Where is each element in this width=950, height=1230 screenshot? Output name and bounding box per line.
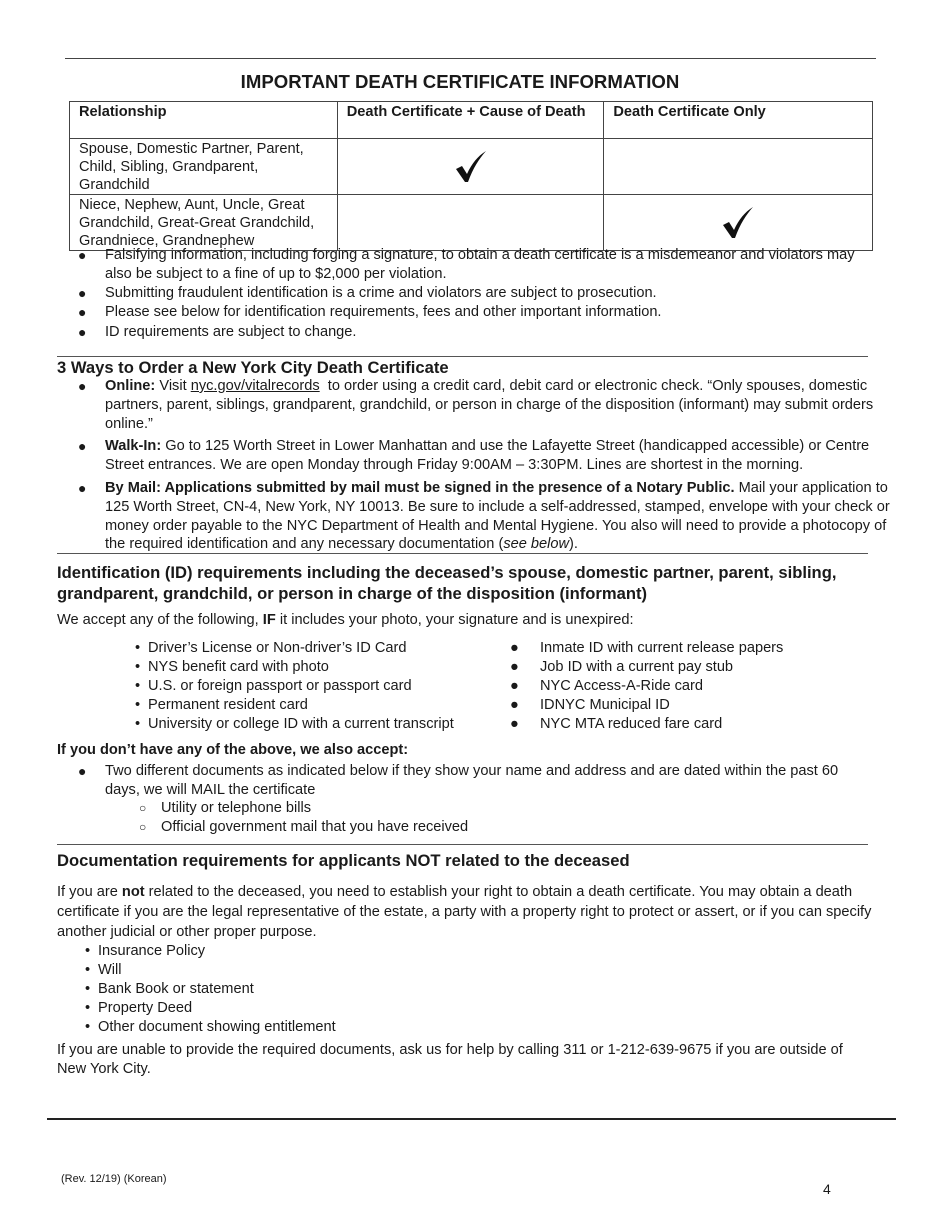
bullet-icon: • xyxy=(85,962,91,978)
warning-list xyxy=(78,246,885,342)
bullet-icon: • xyxy=(85,981,91,997)
way-online: ● Online: Visit nyc.gov/vitalrecords to order using a credit card, debit card or electronic check. “Only spouses, domestic partners, parent, siblings, grandparent, grandchild, or person in charge of the disposition (informant) may submit orders online.” xyxy=(78,378,874,432)
list-item: • Other document showing entitlement xyxy=(85,1019,336,1035)
list-item: ● IDNYC Municipal ID xyxy=(510,697,670,713)
page-title: IMPORTANT DEATH CERTIFICATE INFORMATION xyxy=(240,71,680,92)
id-list-left xyxy=(135,639,454,734)
id-intro: We accept any of the following, IF it includes your photo, your signature and is unexpired: xyxy=(57,612,634,628)
alt-id-sublist xyxy=(139,799,469,836)
list-item: • Insurance Policy xyxy=(85,943,206,959)
list-item: ● Job ID with a current pay stub xyxy=(510,659,734,675)
way-walkin: ● Walk-In: Go to 125 Worth Street in Lower Manhattan and use the Lafayette Street (handicapped accessible) or Centre Street entrances. We are open Monday through Friday 9:00AM – 3:30PM. Lines are shortest in the morning. xyxy=(78,438,870,474)
alt-id-list xyxy=(78,762,875,800)
ways-heading: 3 Ways to Order a New York City Death Certificate xyxy=(57,358,449,377)
relationship-cell: Niece, Nephew, Aunt, Uncle, Great Grandchild, Great-Great Grandchild, Grandniece, Grandnephew xyxy=(70,195,338,251)
section-divider xyxy=(57,356,868,357)
checkmark-icon xyxy=(613,196,863,250)
table-header-cause: Death Certificate + Cause of Death xyxy=(337,102,604,139)
bullet-icon: ● xyxy=(78,378,87,394)
id-list-right xyxy=(510,639,784,734)
cause-cell xyxy=(337,139,604,195)
bullet-icon: ● xyxy=(78,247,87,263)
list-item: • Driver’s License or Non-driver’s ID Card xyxy=(135,640,407,656)
section-divider xyxy=(57,553,868,554)
bullet-icon: ● xyxy=(510,716,519,732)
bullet-icon: ● xyxy=(78,479,87,496)
list-item: • Property Deed xyxy=(85,1000,193,1016)
list-item: • NYS benefit card with photo xyxy=(135,659,329,675)
bullet-icon: ● xyxy=(78,304,87,321)
list-item: ● Inmate ID with current release papers xyxy=(510,640,784,656)
page-number: 4 xyxy=(823,1181,831,1197)
way-mail: ● By Mail: Applications submitted by mail must be signed in the presence of a Notary Public. Mail your application to 125 Worth Street, CN-4, New York, NY 10013. Be sure to include a self-addressed, stamped, envelope with your check or money order payable to the NYC Department of Health and Mental Hygiene. You also will need to provide a photocopy of the required identification and any necessary documentation (see below). xyxy=(78,479,890,553)
list-item: • Will xyxy=(85,962,122,978)
bullet-icon: ● xyxy=(78,763,87,779)
revision-note: (Rev. 12/19) (Korean) xyxy=(61,1173,167,1185)
list-item: • Bank Book or statement xyxy=(85,981,254,997)
doc-list xyxy=(85,942,336,1037)
list-item: ● Two different documents as indicated below if they show your name and address and are dated within the past 60 days, we will MAIL the certificate xyxy=(78,763,839,798)
bullet-icon: • xyxy=(135,640,141,656)
only-cell xyxy=(604,139,873,195)
list-item: • University or college ID with a current transcript xyxy=(135,716,454,732)
alt-id-heading: If you don’t have any of the above, we also accept: xyxy=(57,742,409,758)
bullet-icon: ● xyxy=(510,697,519,713)
list-item: ● ID requirements are subject to change. xyxy=(78,323,357,340)
cause-cell xyxy=(337,195,604,251)
bullet-icon: ● xyxy=(78,323,87,340)
list-item: ○ Utility or telephone bills xyxy=(139,800,312,816)
relationship-table xyxy=(69,101,873,251)
bullet-icon: ● xyxy=(510,659,519,675)
relationship-cell: Spouse, Domestic Partner, Parent, Child, Sibling, Grandparent, Grandchild xyxy=(70,139,338,195)
table-row xyxy=(70,139,873,195)
only-cell xyxy=(604,195,873,251)
list-item: ● Submitting fraudulent identification is a crime and violators are subject to prosecution. xyxy=(78,285,657,302)
bullet-icon: ● xyxy=(510,678,519,694)
bullet-icon: • xyxy=(135,678,141,694)
bullet-icon: • xyxy=(85,943,91,959)
bullet-icon: • xyxy=(135,697,141,713)
section-divider xyxy=(57,844,868,845)
bullet-icon: • xyxy=(85,1000,91,1016)
circle-bullet-icon: ○ xyxy=(139,801,147,815)
circle-bullet-icon: ○ xyxy=(139,819,147,834)
bullet-icon: • xyxy=(135,716,141,732)
list-item: ● Falsifying information, including forging a signature, to obtain a death certificate is a misdemeanor and violators may also be subject to a fine of up to $2,000 per violation. xyxy=(78,247,855,282)
ways-list xyxy=(78,377,895,558)
bullet-icon: • xyxy=(135,659,141,675)
list-item: ○ Official government mail that you have received xyxy=(139,818,469,835)
checkmark-icon xyxy=(347,140,595,194)
list-item: • Permanent resident card xyxy=(135,697,308,713)
list-item: ● NYC MTA reduced fare card xyxy=(510,716,723,732)
bottom-rule xyxy=(47,1118,896,1120)
bullet-icon: ● xyxy=(78,438,87,455)
bullet-icon: ● xyxy=(510,640,519,656)
bullet-icon: • xyxy=(85,1019,91,1035)
list-item: ● NYC Access-A-Ride card xyxy=(510,678,704,694)
table-header-relationship: Relationship xyxy=(70,102,338,139)
doc-paragraph: If you are not related to the deceased, you need to establish your right to obtain a death certificate. You may obtain a death certificate if you are the legal representative of the estate, a party with a property right to protect or assert, or if you can specify another judicial or other proper purpose. xyxy=(57,884,872,940)
list-item: ● Please see below for identification requirements, fees and other important information. xyxy=(78,304,662,321)
table-header-only: Death Certificate Only xyxy=(604,102,873,139)
bullet-icon: ● xyxy=(78,285,87,302)
id-heading: Identification (ID) requirements including the deceased’s spouse, domestic partner, parent, sibling, grandparent, grandchild, or person in charge of the disposition (informant) xyxy=(57,563,837,603)
list-item: • U.S. or foreign passport or passport card xyxy=(135,678,412,694)
top-rule xyxy=(65,58,876,59)
doc-heading: Documentation requirements for applicants NOT related to the deceased xyxy=(57,851,630,870)
help-paragraph: If you are unable to provide the required documents, ask us for help by calling 311 or 1-212-639-9675 if you are outside of New York City. xyxy=(57,1042,843,1077)
vitalrecords-link[interactable]: nyc.gov/vitalrecords xyxy=(190,378,320,394)
table-row xyxy=(70,195,873,251)
